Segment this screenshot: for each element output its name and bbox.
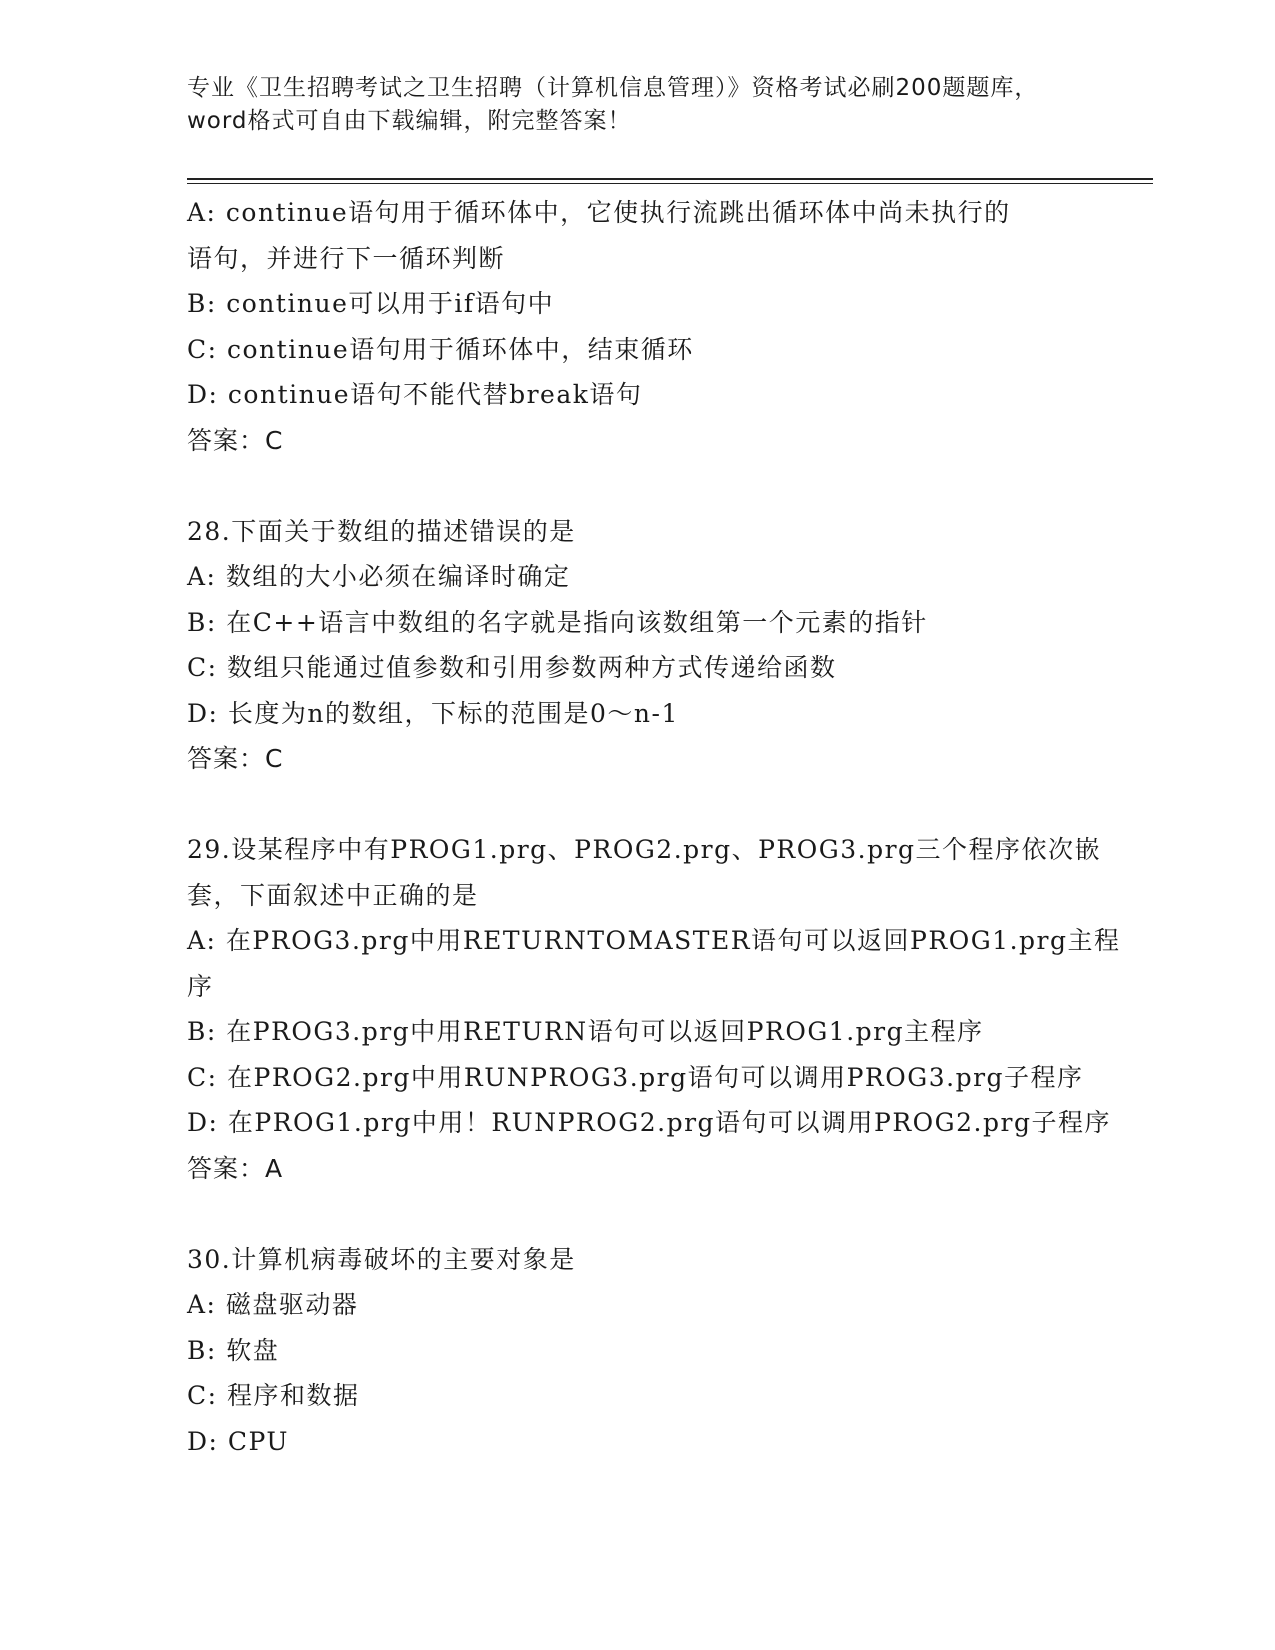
option-d: D: CPU (187, 1426, 289, 1456)
option-a-line-1: A: 在PROG3.prg中用RETURNTOMASTER语句可以返回PROG1.prg主程 (187, 926, 1121, 955)
option-c: C: 数组只能通过值参数和引用参数两种方式传递给函数 (187, 653, 837, 682)
option-d: D: 长度为n的数组，下标的范围是0～n-1 (187, 698, 679, 728)
option-c: C: 程序和数据 (187, 1381, 360, 1410)
question-27 (187, 190, 1087, 463)
question-28 (187, 509, 1087, 782)
question-stem: 28.下面关于数组的描述错误的是 (187, 516, 576, 546)
option-a-line-1: A: continue语句用于循环体中，它使执行流跳出循环体中尚未执行的 (187, 198, 1011, 227)
spacer (187, 1191, 1087, 1237)
header-title-line-2: word格式可自由下载编辑，附完整答案！ (187, 108, 632, 134)
option-a-line-2: 序 (187, 971, 214, 1001)
question-29 (187, 827, 1121, 1191)
option-b: B: 在PROG3.prg中用RETURN语句可以返回PROG1.prg主程序 (187, 1017, 984, 1046)
spacer (187, 463, 1087, 509)
option-d: D: continue语句不能代替break语句 (187, 380, 643, 409)
header-divider-thin (187, 183, 1153, 184)
header-divider-thick (187, 178, 1153, 180)
option-a: A: 磁盘驱动器 (187, 1290, 359, 1319)
spacer (187, 782, 1087, 828)
option-c: C: 在PROG2.prg中用RUNPROG3.prg语句可以调用PROG3.prg子程序 (187, 1062, 1084, 1092)
question-30 (187, 1237, 1087, 1465)
question-stem-line-1: 29.设某程序中有PROG1.prg、PROG2.prg、PROG3.prg三个程序依次嵌 (187, 835, 1102, 864)
question-list (187, 190, 1121, 1464)
option-b: B: 在C++语言中数组的名字就是指向该数组第一个元素的指针 (187, 607, 928, 637)
option-b: B: continue可以用于if语句中 (187, 289, 555, 318)
answer: 答案：C (187, 744, 284, 773)
answer: 答案：A (187, 1153, 284, 1183)
question-stem: 30.计算机病毒破坏的主要对象是 (187, 1244, 576, 1274)
option-a: A: 数组的大小必须在编译时确定 (187, 562, 571, 591)
option-c: C: continue语句用于循环体中，结束循环 (187, 334, 694, 364)
document-header (187, 72, 1087, 138)
option-a-line-2: 语句，并进行下一循环判断 (187, 243, 506, 273)
option-b: B: 软盘 (187, 1335, 280, 1365)
question-stem-line-2: 套，下面叙述中正确的是 (187, 880, 479, 910)
header-title-line-1: 专业《卫生招聘考试之卫生招聘（计算机信息管理）》资格考试必刷200题题库， (187, 75, 1039, 101)
answer: 答案：C (187, 425, 284, 455)
option-d: D: 在PROG1.prg中用！RUNPROG2.prg语句可以调用PROG2.prg子程序 (187, 1108, 1111, 1137)
